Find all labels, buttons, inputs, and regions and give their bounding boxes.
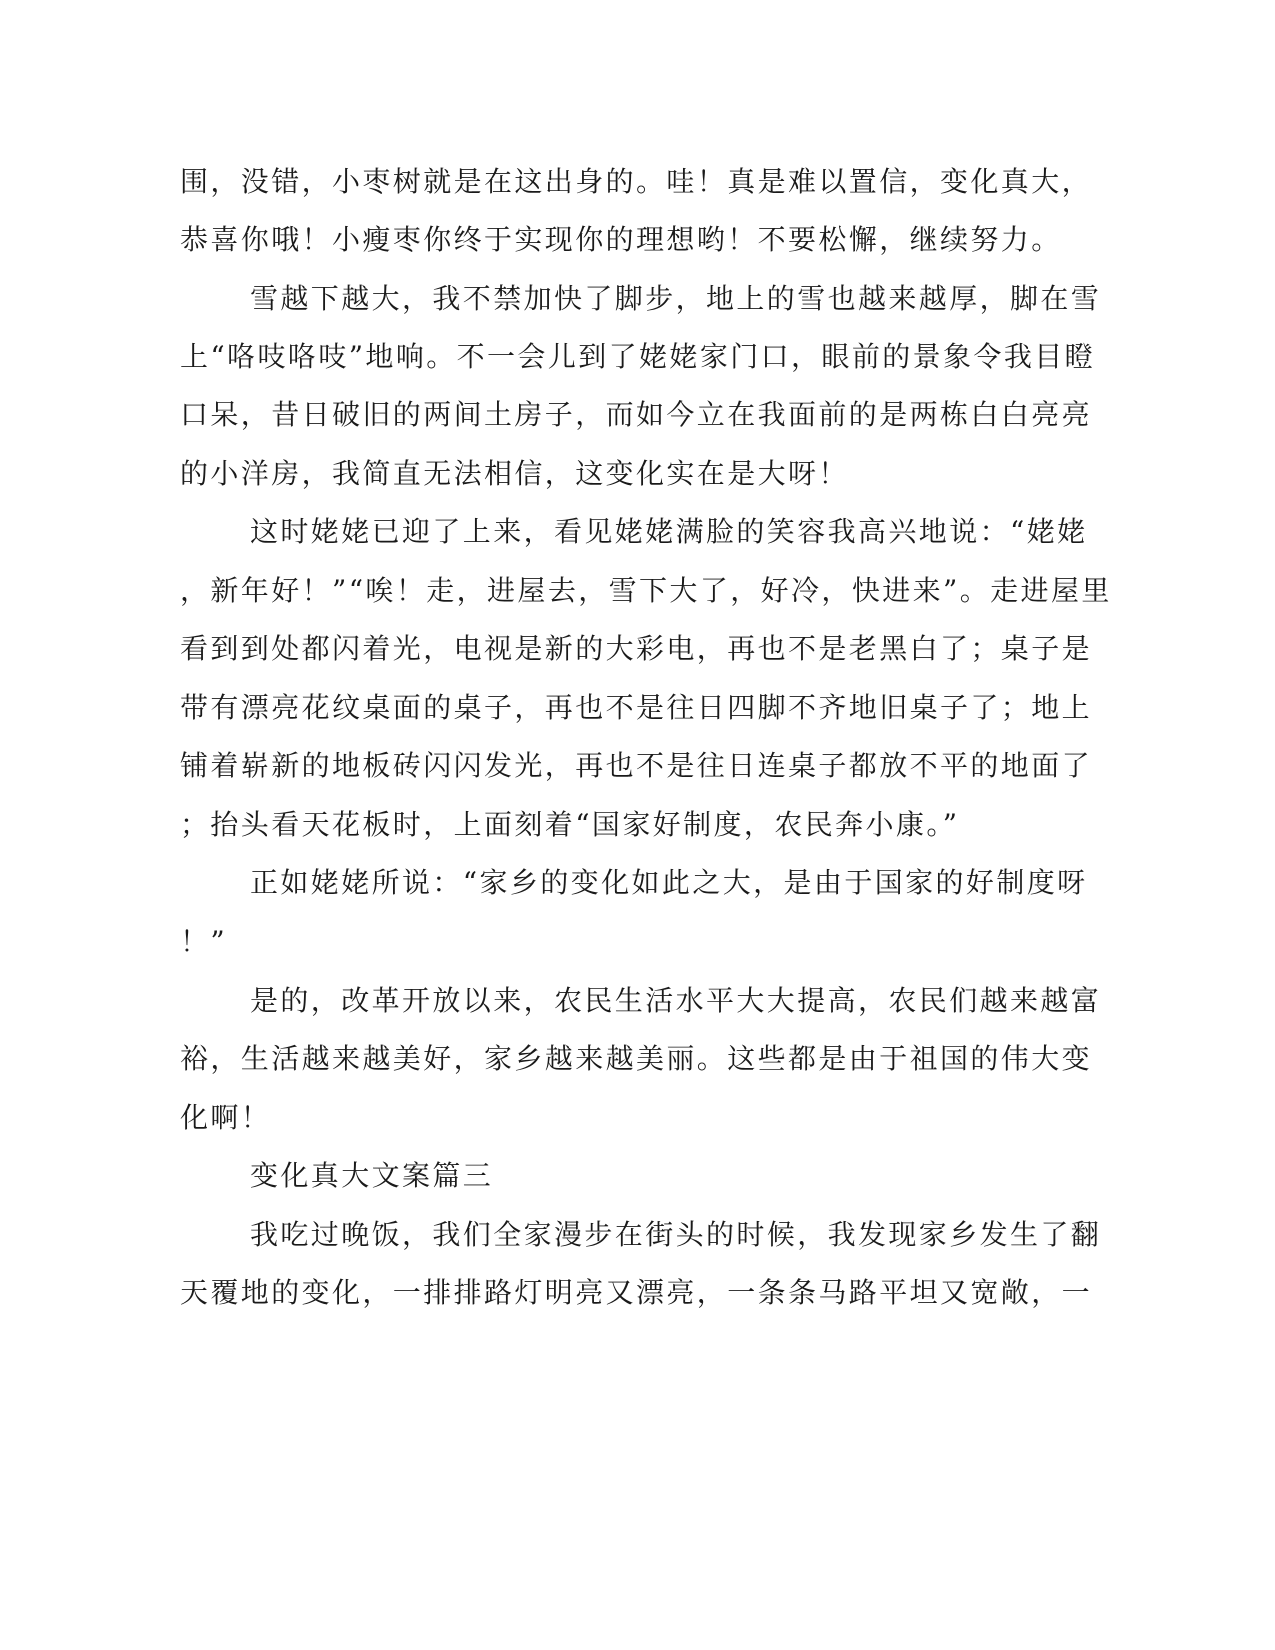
text-line: 围，没错，小枣树就是在这出身的。哇！真是难以置信，变化真大，: [180, 165, 1093, 198]
text-line: 正如姥姥所说：“家乡的变化如此之大，是由于国家的好制度呀: [250, 866, 1088, 899]
text-line: 雪越下越大，我不禁加快了脚步，地上的雪也越来越厚，脚在雪: [250, 282, 1102, 315]
text-line: ，新年好！”“唉！走，进屋去，雪下大了，好冷，快进来”。走进屋里: [180, 574, 1112, 607]
text-line: ！”: [180, 925, 228, 958]
text-line: 带有漂亮花纹桌面的桌子，再也不是往日四脚不齐地旧桌子了；地上: [180, 691, 1093, 724]
text-line: 是的，改革开放以来，农民生活水平大大提高，农民们越来越富: [250, 984, 1102, 1017]
text-line: ；抬头看天花板时，上面刻着“国家好制度，农民奔小康。”: [180, 808, 960, 841]
text-line: 天覆地的变化，一排排路灯明亮又漂亮，一条条马路平坦又宽敞，一: [180, 1276, 1093, 1309]
text-line: 裕，生活越来越美好，家乡越来越美丽。这些都是由于祖国的伟大变: [180, 1042, 1093, 1075]
text-line: 的小洋房，我简直无法相信，这变化实在是大呀！: [180, 457, 849, 490]
text-line: 上“咯吱咯吱”地响。不一会儿到了姥姥家门口，眼前的景象令我目瞪: [180, 340, 1096, 373]
text-line: 看到到处都闪着光，电视是新的大彩电，再也不是老黑白了；桌子是: [180, 632, 1093, 665]
text-line: 口呆，昔日破旧的两间土房子，而如今立在我面前的是两栋白白亮亮: [180, 398, 1093, 431]
section-heading: 变化真大文案篇三: [250, 1159, 494, 1192]
text-line: 我吃过晚饭，我们全家漫步在街头的时候，我发现家乡发生了翻: [250, 1218, 1102, 1251]
text-line: 恭喜你哦！小瘦枣你终于实现你的理想哟！不要松懈，继续努力。: [180, 223, 1062, 256]
text-line: 化啊！: [180, 1101, 272, 1134]
text-line: 铺着崭新的地板砖闪闪发光，再也不是往日连桌子都放不平的地面了: [180, 749, 1093, 782]
text-line: 这时姥姥已迎了上来，看见姥姥满脸的笑容我高兴地说：“姥姥: [250, 515, 1088, 548]
